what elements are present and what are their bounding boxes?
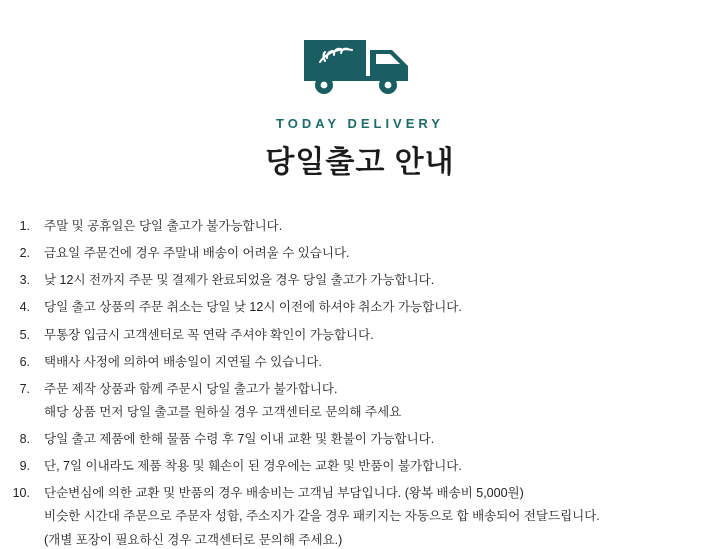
list-item bbox=[0, 326, 690, 344]
list-item bbox=[0, 271, 690, 289]
list-item bbox=[0, 484, 690, 548]
list-item-text: 주문 제작 상품과 함께 주문시 당일 출고가 불가합니다. bbox=[44, 381, 338, 396]
list-item-number: 3. bbox=[19, 273, 30, 288]
list-item-number: 5. bbox=[19, 327, 30, 342]
list-item-body bbox=[44, 484, 690, 548]
list-item-text: 단순변심에 의한 교환 및 반품의 경우 배송비는 고객님 부담입니다. (왕복 배송비 5,000원) bbox=[44, 486, 524, 501]
list-item-body bbox=[44, 326, 690, 344]
notice-list bbox=[0, 217, 720, 549]
list-item-body bbox=[44, 217, 690, 235]
page-header bbox=[0, 0, 720, 181]
list-item-body bbox=[44, 271, 690, 289]
list-item-text: 주말 및 공휴일은 당일 출고가 불가능합니다. bbox=[44, 219, 283, 233]
eyebrow-label: TODAY DELIVERY bbox=[276, 116, 444, 131]
list-item-text: 무통장 입금시 고객센터로 꼭 연락 주셔야 확인이 가능합니다. bbox=[44, 327, 374, 342]
list-item-subtext: (개별 포장이 필요하신 경우 고객센터로 문의해 주세요.) bbox=[44, 532, 343, 547]
list-item-subtext: 해당 상품 먼저 당일 출고를 원하실 경우 고객센터로 문의해 주세요 bbox=[44, 404, 402, 419]
list-item bbox=[0, 380, 690, 421]
list-item-text: 당일 출고 제품에 한해 물품 수령 후 7일 이내 교환 및 환불이 가능합니다. bbox=[44, 432, 435, 446]
list-item-body bbox=[44, 380, 690, 421]
list-item bbox=[0, 457, 690, 475]
list-item bbox=[0, 244, 690, 262]
list-item-text: 낮 12시 전까지 주문 및 결제가 완료되었을 경우 당일 출고가 가능합니다. bbox=[44, 273, 435, 288]
list-item-subtext: 비슷한 시간대 주문으로 주문자 성함, 주소지가 같을 경우 패키지는 자동으로 합 배송되어 전달드립니다. bbox=[44, 509, 600, 524]
list-item-body bbox=[44, 457, 690, 475]
list-item-number: 2. bbox=[19, 246, 30, 261]
list-item-text: 단, 7일 이내라도 제품 착용 및 훼손이 된 경우에는 교환 및 반품이 불가합니다. bbox=[44, 459, 462, 474]
list-item bbox=[0, 430, 690, 448]
list-item bbox=[0, 298, 690, 316]
list-item-number: 9. bbox=[19, 459, 30, 474]
list-item-number: 1. bbox=[19, 219, 30, 233]
list-item bbox=[0, 217, 690, 235]
page-title: 당일출고 안내 bbox=[265, 146, 455, 179]
list-item-text: 당일 출고 상품의 주문 취소는 당일 낮 12시 이전에 하셔야 취소가 가능합니다. bbox=[44, 300, 462, 315]
delivery-truck-icon bbox=[0, 28, 720, 98]
list-item-body bbox=[44, 244, 690, 262]
list-item-body bbox=[44, 298, 690, 316]
list-item-body bbox=[44, 430, 690, 448]
list-item-number: 6. bbox=[19, 354, 30, 369]
list-item-number: 8. bbox=[19, 432, 30, 446]
list-item-number: 4. bbox=[19, 300, 30, 315]
list-item-text: 금요일 주문건에 경우 주말내 배송이 어려울 수 있습니다. bbox=[44, 246, 350, 261]
list-item-body bbox=[44, 353, 690, 371]
list-item-number: 10. bbox=[12, 486, 30, 501]
list-item-number: 7. bbox=[19, 381, 30, 396]
list-item bbox=[0, 353, 690, 371]
list-item-text: 택배사 사정에 의하여 배송일이 지연될 수 있습니다. bbox=[44, 354, 322, 369]
